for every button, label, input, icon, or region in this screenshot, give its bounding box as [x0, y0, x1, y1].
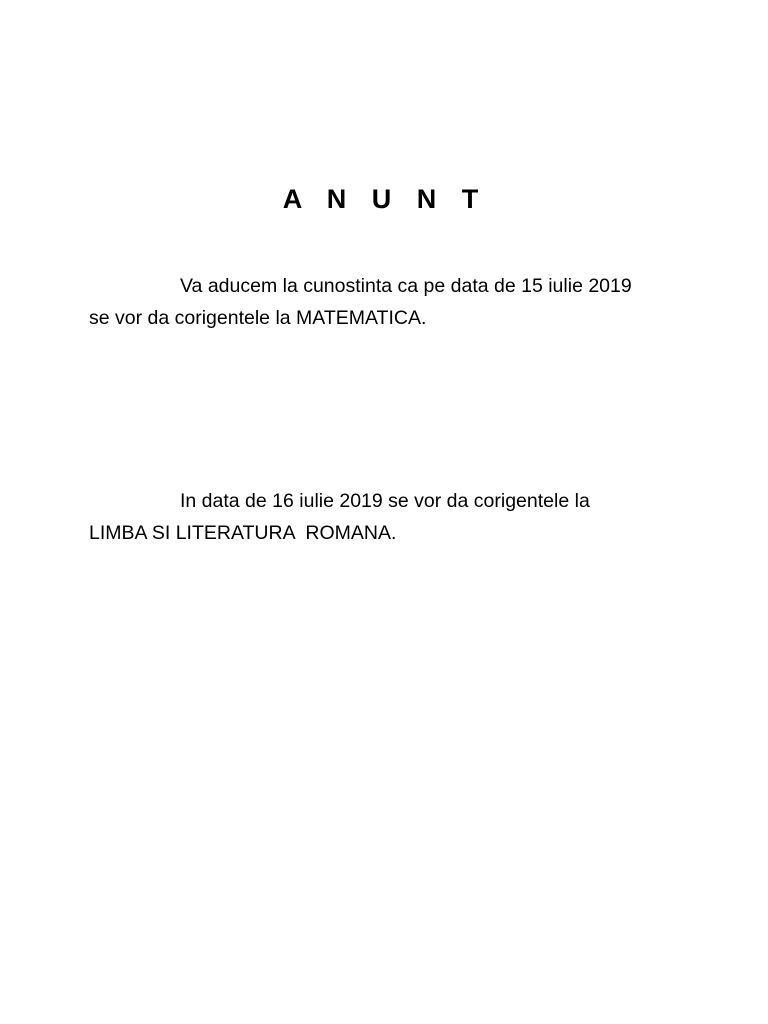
- paragraph-line: se vor da corigentele la MATEMATICA.: [89, 307, 427, 329]
- page-title: A N U N T: [282, 184, 488, 214]
- paragraph-line: LIMBA SI LITERATURA ROMANA.: [89, 522, 397, 544]
- announcement-paragraph-math: [89, 270, 689, 334]
- paragraph-line: In data de 16 iulie 2019 se vor da corigentele la: [180, 490, 590, 512]
- paragraph-line: Va aducem la cunostinta ca pe data de 15 iulie 2019: [180, 275, 632, 297]
- announcement-paragraph-romanian: [89, 485, 689, 549]
